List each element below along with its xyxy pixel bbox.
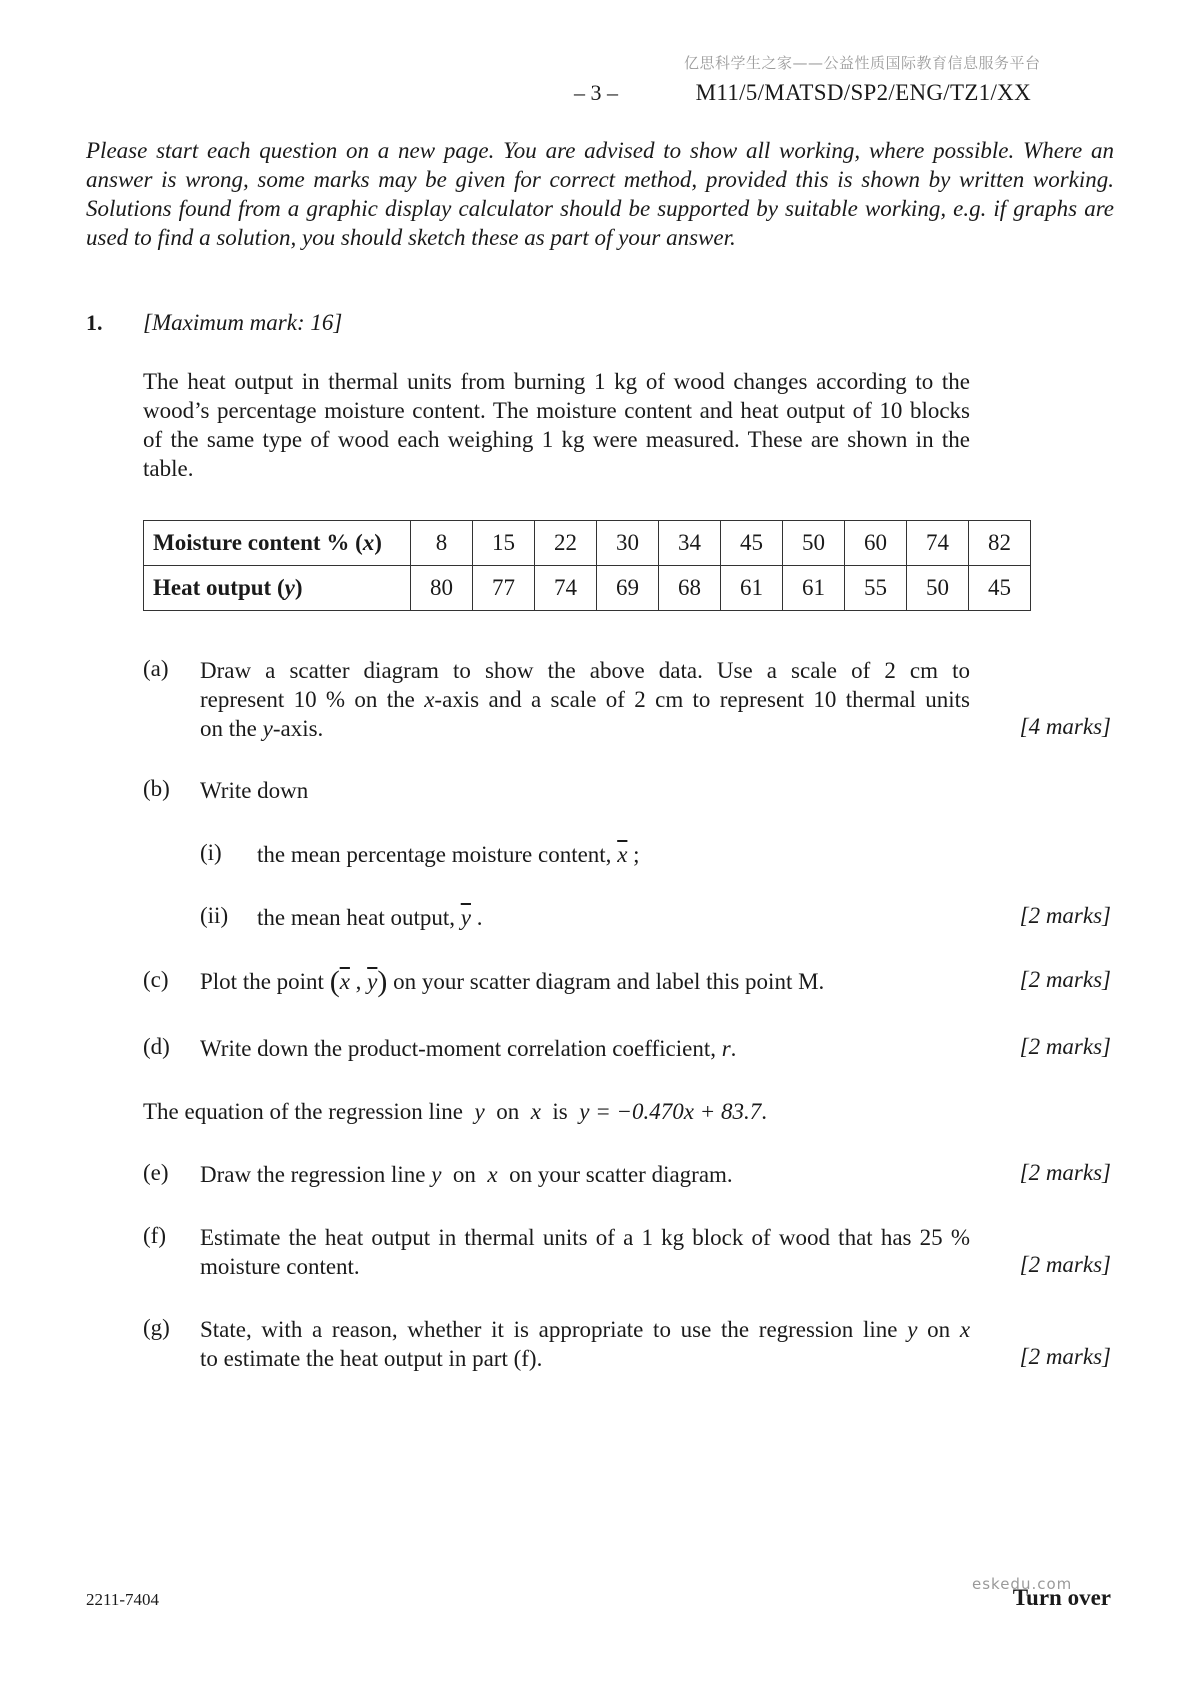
part-f-label: (f) xyxy=(143,1223,166,1248)
table-cell: 60 xyxy=(845,521,907,566)
footer-watermark: eskedu.com xyxy=(972,1575,1073,1593)
part-g-line1: State, with a reason, whether it is appropriate to use the regression line y on x xyxy=(200,1317,971,1342)
part-a-line1: Draw a scatter diagram to show the above data. Use a scale of 2 cm to xyxy=(200,658,970,683)
part-b-text: Write down xyxy=(200,778,309,803)
page-number: – 3 – xyxy=(574,80,618,105)
part-d-label: (d) xyxy=(143,1034,170,1059)
table-cell: 74 xyxy=(907,521,969,566)
table-cell: 82 xyxy=(969,521,1031,566)
table-cell: 61 xyxy=(783,566,845,611)
part-a-line3: on the y-axis. xyxy=(200,716,324,741)
regression-statement: The equation of the regression line y on x is y = −0.470x + 83.7. xyxy=(143,1099,767,1124)
footer-code: 2211-7404 xyxy=(86,1590,160,1609)
max-mark: [Maximum mark: 16] xyxy=(143,310,343,335)
data-table xyxy=(143,520,1031,611)
row-header-moisture: Moisture content % (x) xyxy=(144,521,411,566)
part-d-marks: [2 marks] xyxy=(1019,1034,1111,1059)
table-cell: 69 xyxy=(597,566,659,611)
part-b-i-text: the mean percentage moisture content, $\overline{x}$ ; xyxy=(257,842,640,867)
part-f-marks: [2 marks] xyxy=(1019,1252,1111,1277)
part-a-label: (a) xyxy=(143,656,169,681)
row-header-heat: Heat output (y) xyxy=(144,566,411,611)
table-cell: 22 xyxy=(535,521,597,566)
part-a-marks: [4 marks] xyxy=(1019,714,1111,739)
table-cell: 50 xyxy=(907,566,969,611)
regression-equation: y = −0.470x + 83.7 xyxy=(579,1099,762,1124)
part-f-line2: moisture content. xyxy=(200,1254,360,1279)
question-number: 1. xyxy=(86,310,103,335)
part-b-label: (b) xyxy=(143,776,170,801)
table-cell: 74 xyxy=(535,566,597,611)
table-row-heat xyxy=(144,566,1031,611)
table-cell: 77 xyxy=(473,566,535,611)
turn-over: Turn over xyxy=(1012,1585,1111,1610)
part-d-text: Write down the product-moment correlation coefficient, r. xyxy=(200,1036,737,1061)
part-c-label: (c) xyxy=(143,967,169,992)
part-b-ii-text: the mean heat output, $\overline{y}$ . xyxy=(257,905,483,930)
table-cell: 80 xyxy=(411,566,473,611)
header-watermark: 亿思科学生之家——公益性质国际教育信息服务平台 xyxy=(684,54,1041,72)
table-cell: 68 xyxy=(659,566,721,611)
table-cell: 45 xyxy=(969,566,1031,611)
table-cell: 50 xyxy=(783,521,845,566)
table-cell: 15 xyxy=(473,521,535,566)
part-g-line2: to estimate the heat output in part (f). xyxy=(200,1346,543,1371)
part-g-label: (g) xyxy=(143,1315,170,1340)
part-b-ii-label: (ii) xyxy=(200,903,229,928)
part-c-marks: [2 marks] xyxy=(1019,967,1111,992)
part-a-line2: represent 10 % on the x-axis and a scale of 2 cm to represent 10 thermal units xyxy=(200,687,970,712)
table-cell: 55 xyxy=(845,566,907,611)
part-b-i-label: (i) xyxy=(200,840,222,865)
exam-instructions: Please start each question on a new page. You are advised to show all working, where possible. Where an answer is wrong, some marks may be given for correct method, provided this is shown by written working. Solutions found from a graphic display calculator should be supported by suitable working, e.g. if graphs are used to find a solution, you should sketch these as part of your answer. xyxy=(86,138,1114,250)
part-c-text: Plot the point ($\overline{x}$ , $\overline{y}$) on your scatter diagram and label this point M. xyxy=(200,965,825,998)
table-row-moisture xyxy=(144,521,1031,566)
table-cell: 34 xyxy=(659,521,721,566)
part-e-marks: [2 marks] xyxy=(1019,1160,1111,1185)
table-cell: 61 xyxy=(721,566,783,611)
part-b-marks: [2 marks] xyxy=(1019,903,1111,928)
part-e-text: Draw the regression line y on x on your scatter diagram. xyxy=(200,1162,733,1187)
part-g-marks: [2 marks] xyxy=(1019,1344,1111,1369)
question-intro: The heat output in thermal units from burning 1 kg of wood changes according to the wood’s percentage moisture content. The moisture content and heat output of 10 blocks of the same type of wood each weighing 1 kg were measured. These are shown in the table. xyxy=(143,369,970,481)
table-cell: 30 xyxy=(597,521,659,566)
paper-code: M11/5/MATSD/SP2/ENG/TZ1/XX xyxy=(695,80,1031,105)
table-cell: 8 xyxy=(411,521,473,566)
table-cell: 45 xyxy=(721,521,783,566)
part-f-line1: Estimate the heat output in thermal units of a 1 kg block of wood that has 25 % xyxy=(200,1225,970,1250)
part-e-label: (e) xyxy=(143,1160,169,1185)
